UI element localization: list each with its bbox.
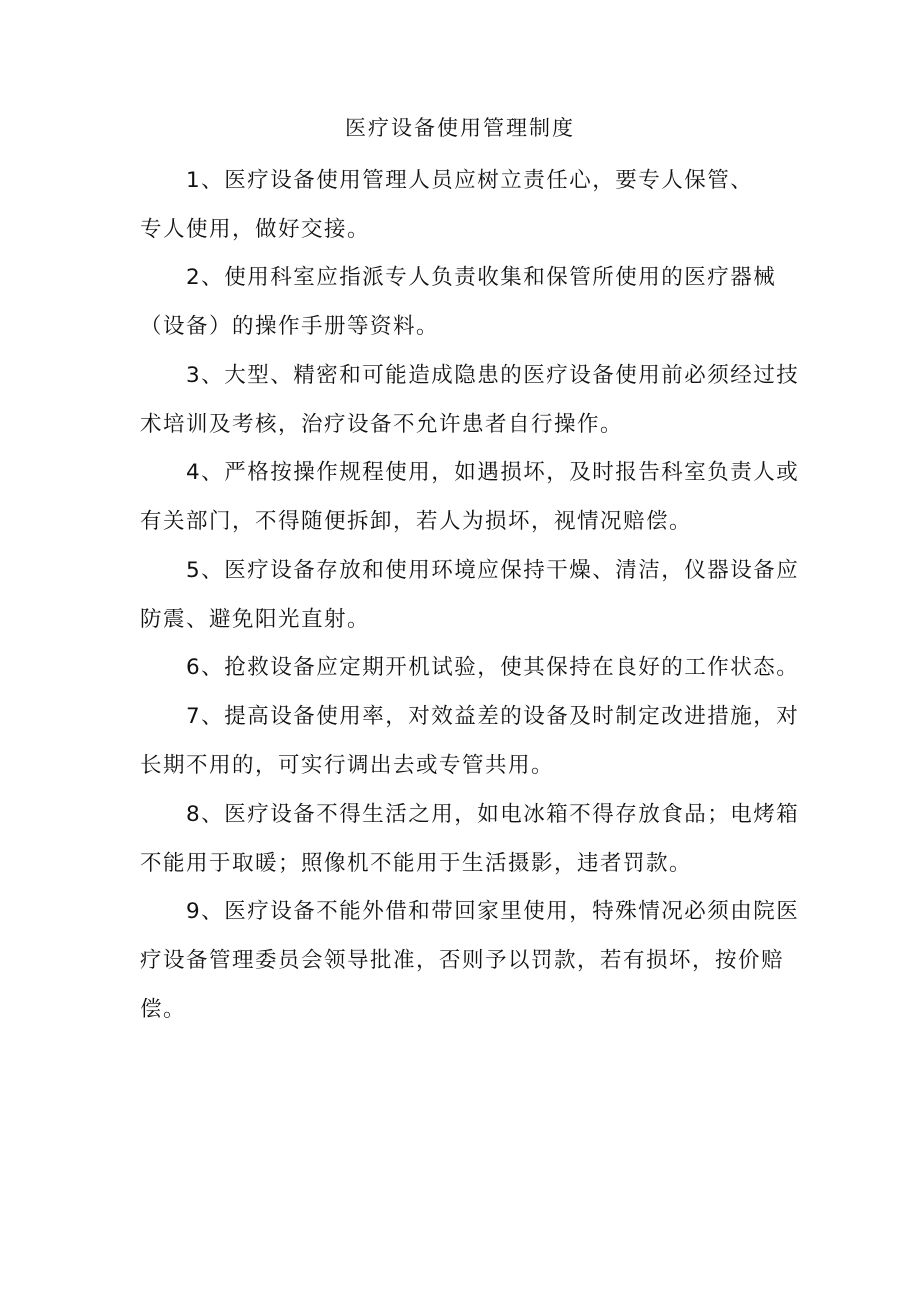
clause-text: 医疗设备不得生活之用，如电冰箱不得存放食品；电烤箱不能用于取暖；照像机不能用于生活摄影，违者罚款。 xyxy=(140,802,800,876)
clause-8 xyxy=(140,790,800,888)
clause-number: 2、 xyxy=(186,265,225,290)
document-title: 医疗设备使用管理制度 xyxy=(345,116,575,140)
clause-4 xyxy=(140,448,800,546)
clause-text: 提高设备使用率，对效益差的设备及时制定改进措施，对长期不用的，可实行调出去或专管共用。 xyxy=(140,704,800,778)
clause-text: 严格按操作规程使用，如遇损坏，及时报告科室负责人或有关部门，不得随便拆卸，若人为损坏，视情况赔偿。 xyxy=(140,460,800,534)
clause-5 xyxy=(140,546,800,644)
clause-2 xyxy=(140,253,800,351)
clause-7 xyxy=(140,692,800,790)
clause-1 xyxy=(140,156,768,254)
clause-number: 6、 xyxy=(186,655,225,680)
clause-text: 医疗设备不能外借和带回家里使用，特殊情况必须由院医疗设备管理委员会领导批准，否则予以罚款，若有损坏，按价赔偿。 xyxy=(140,899,800,1022)
clause-text: 抢救设备应定期开机试验，使其保持在良好的工作状态。 xyxy=(224,655,800,680)
clause-6 xyxy=(140,643,820,692)
clause-number: 5、 xyxy=(186,558,225,583)
clause-number: 7、 xyxy=(186,704,225,729)
clause-number: 1、 xyxy=(186,168,225,193)
clause-9 xyxy=(140,887,800,1034)
clause-text: 大型、精密和可能造成隐患的医疗设备使用前必须经过技术培训及考核，治疗设备不允许患者自行操作。 xyxy=(140,363,800,437)
clause-number: 4、 xyxy=(186,460,225,485)
clause-number: 9、 xyxy=(186,899,225,924)
clause-number: 8、 xyxy=(186,802,225,827)
clause-3 xyxy=(140,351,800,449)
clause-text: 医疗设备存放和使用环境应保持干燥、清洁，仪器设备应防震、避免阳光直射。 xyxy=(140,558,800,632)
clause-number: 3、 xyxy=(186,363,225,388)
clause-text: 使用科室应指派专人负责收集和保管所使用的医疗器械（设备）的操作手册等资料。 xyxy=(140,265,777,339)
clause-text: 医疗设备使用管理人员应树立责任心，要专人保管、专人使用，做好交接。 xyxy=(140,168,754,242)
